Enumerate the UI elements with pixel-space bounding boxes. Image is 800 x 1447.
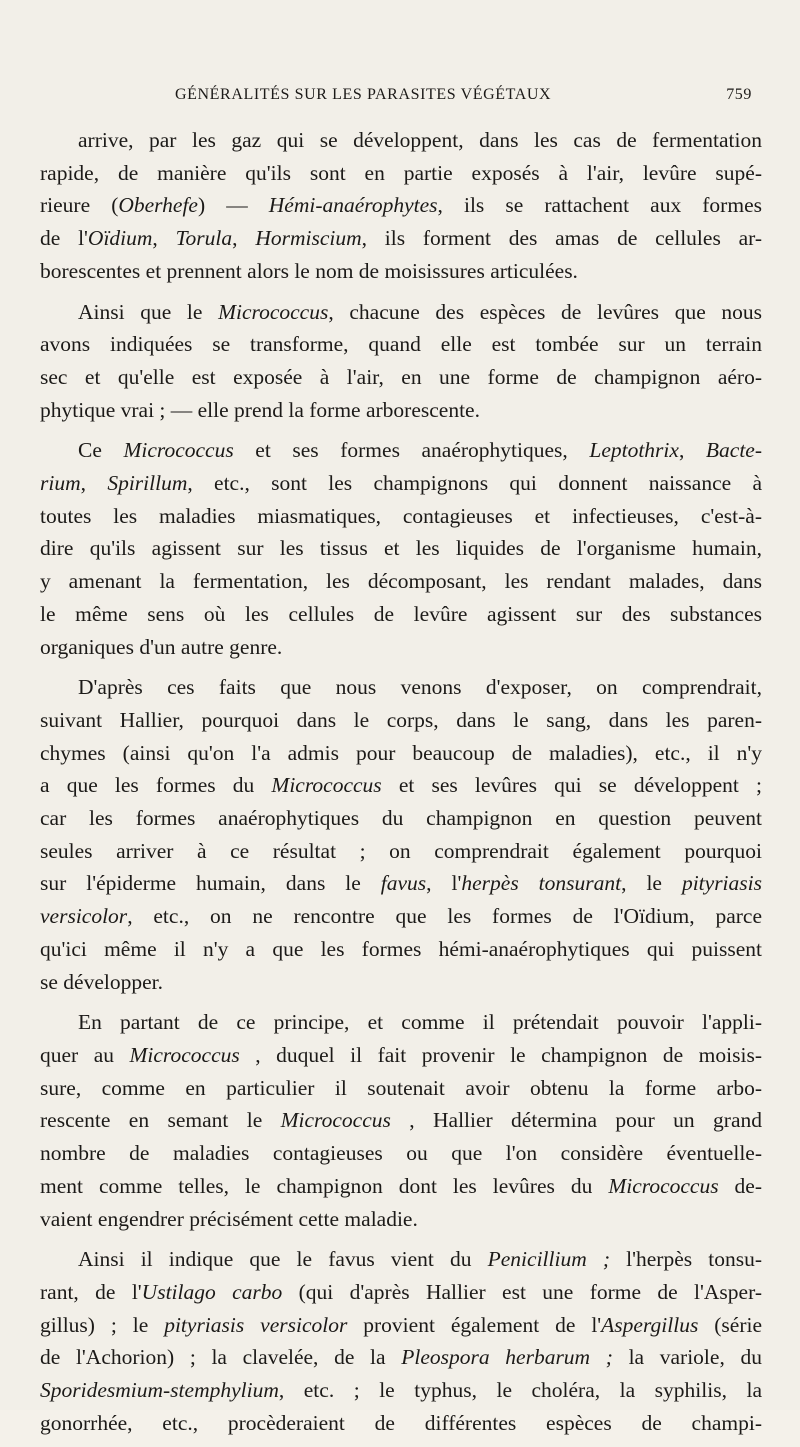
text-run: arrive, par les gaz qui se développent, dans les cas de fermentation <box>78 128 762 152</box>
text-run: toutes les maladies miasmatiques, contagieuses et infectieuses, c'est-à- <box>40 503 762 528</box>
text-run: avons indiquées se transforme, quand elle est tombée sur un terrain <box>40 332 762 357</box>
italic-term: Micrococcus <box>218 299 329 324</box>
text-line <box>40 631 762 664</box>
page-number: 759 <box>726 86 752 103</box>
italic-term: Micrococcus <box>280 1108 391 1133</box>
text-run: , chacune des espèces de levûres que nous <box>328 299 762 324</box>
italic-term: Hormiscium <box>255 226 362 251</box>
text-run: Ainsi il indique que le favus vient du <box>78 1247 488 1272</box>
text-run: seules arriver à ce résultat ; on comprendrait également pourquoi <box>40 838 762 863</box>
text-line <box>40 467 762 500</box>
text-line <box>40 867 762 900</box>
text-run: , etc., on ne rencontre que les formes de l'Oïdium, parce <box>127 904 762 929</box>
italic-term: Bacte- <box>705 438 763 463</box>
running-title: GÉNÉRALITÉS SUR LES PARASITES VÉGÉTAUX <box>175 86 552 103</box>
italic-term: Hémi-anaérophytes <box>268 193 438 218</box>
text-run: , l' <box>426 871 462 896</box>
text-line <box>40 598 762 631</box>
italic-term: pityriasis <box>681 871 762 896</box>
text-line <box>40 671 762 704</box>
italic-term: Micrococcus <box>123 438 234 463</box>
text-run: gillus) ; le <box>40 1312 165 1337</box>
text-line <box>40 1137 762 1170</box>
text-run: ) — <box>197 193 269 218</box>
italic-term: Pleospora herbarum ; <box>401 1345 613 1370</box>
text-line <box>40 500 762 533</box>
text-line <box>40 434 762 467</box>
italic-term: Oberhefe <box>118 193 198 218</box>
italic-term: versicolor <box>40 904 128 929</box>
text-run: Ce <box>78 438 124 463</box>
text-run: et ses formes anaérophytiques, <box>233 438 590 463</box>
text-line <box>40 565 762 598</box>
text-run: , duquel il fait provenir le champignon de moisis- <box>239 1042 762 1067</box>
text-line <box>40 328 762 361</box>
text-run: de l' <box>40 226 88 251</box>
text-line <box>40 802 762 835</box>
text-run: ment comme telles, le champignon dont les levûres du <box>40 1173 609 1198</box>
italic-term: Leptothrix <box>589 438 679 463</box>
text-run: sure, comme en particulier il soutenait avoir obtenu la forme arbo- <box>40 1075 762 1100</box>
text-line <box>40 361 762 394</box>
text-run: D'après ces faits que nous venons d'exposer, on comprendrait, <box>78 675 762 700</box>
text-run: rant, de l' <box>40 1279 142 1304</box>
text-line <box>40 1072 762 1105</box>
text-run: , Hallier détermina pour un grand <box>390 1108 762 1133</box>
text-run: suivant Hallier, pourquoi dans le corps, dans le sang, dans les paren- <box>40 707 762 732</box>
text-run: rescente en semant le <box>40 1108 281 1133</box>
text-run: Ainsi que le <box>78 299 219 324</box>
text-run: , le <box>621 871 682 896</box>
text-run: (qui d'après Hallier est une forme de l'Asper- <box>282 1279 762 1304</box>
italic-term: Oïdium <box>87 226 153 251</box>
text-line <box>40 296 762 329</box>
italic-term: Aspergillus <box>601 1312 699 1337</box>
text-line <box>40 704 762 737</box>
text-line <box>40 157 762 190</box>
text-run: , ils se rattachent aux formes <box>437 193 762 218</box>
text-run: se développer. <box>40 969 163 994</box>
text-line <box>40 1203 762 1236</box>
text-run: qu'ici même il n'y a que les formes hémi-anaérophytiques qui puissent <box>40 936 762 961</box>
italic-term: Penicillium ; <box>487 1247 611 1272</box>
italic-term: favus <box>380 871 427 896</box>
text-run: a que les formes du <box>40 773 272 798</box>
text-run: nombre de maladies contagieuses ou que l'on considère éventuelle- <box>40 1141 762 1166</box>
text-run: En partant de ce principe, et comme il prétendait pouvoir l'appli- <box>78 1010 762 1035</box>
paragraph <box>40 1006 762 1235</box>
text-line <box>40 1407 762 1440</box>
text-line <box>40 900 762 933</box>
text-line <box>40 1006 762 1039</box>
text-run: , <box>232 226 256 251</box>
italic-term: Micrococcus <box>608 1173 719 1198</box>
text-run: de- <box>718 1173 763 1198</box>
text-line <box>40 835 762 868</box>
text-line <box>40 1341 762 1374</box>
italic-term: rium <box>40 471 81 496</box>
text-run: borescentes et prennent alors le nom de moisissures articulées. <box>40 258 578 283</box>
text-line <box>40 1039 762 1072</box>
italic-term: Torula <box>175 226 233 251</box>
italic-term: pityriasis versicolor <box>164 1312 348 1337</box>
text-run: sur l'épiderme humain, dans le <box>40 871 381 896</box>
text-run: , <box>152 226 176 251</box>
text-line <box>40 1309 762 1342</box>
paragraph <box>40 434 762 663</box>
text-run: , <box>80 471 108 496</box>
text-run: la variole, du <box>612 1345 762 1370</box>
text-run: (série <box>698 1312 762 1337</box>
text-run: y amenant la fermentation, les décomposant, les rendant malades, dans <box>40 569 762 594</box>
text-line <box>40 1170 762 1203</box>
italic-term: Spirillum <box>107 471 188 496</box>
text-run: dire qu'ils agissent sur les tissus et les liquides de l'organisme humain, <box>40 536 762 561</box>
text-run: organiques d'un autre genre. <box>40 634 283 659</box>
text-run: chymes (ainsi qu'on l'a admis pour beaucoup de maladies), etc., il n'y <box>40 740 762 765</box>
text-line <box>40 737 762 770</box>
text-run: , ils forment des amas de cellules ar- <box>361 226 763 251</box>
text-run: vaient engendrer précisément cette maladie. <box>40 1206 418 1231</box>
text-run: provient également de l' <box>347 1312 602 1337</box>
text-run: , <box>678 438 706 463</box>
text-run: quer au <box>40 1042 130 1067</box>
text-run: de l'Achorion) ; la clavelée, de la <box>40 1345 402 1370</box>
text-line <box>40 1104 762 1137</box>
text-line <box>40 255 762 288</box>
text-line <box>40 222 762 255</box>
italic-term: Ustilago carbo <box>141 1279 283 1304</box>
text-line <box>40 394 762 427</box>
text-run: phytique vrai ; — elle prend la forme arborescente. <box>40 397 480 422</box>
paragraph <box>40 124 762 288</box>
italic-term: Sporidesmium-stemphylium <box>40 1378 279 1403</box>
paragraph <box>40 671 762 998</box>
text-run: car les formes anaérophytiques du champignon en question peuvent <box>40 806 762 831</box>
italic-term: Micrococcus <box>129 1042 240 1067</box>
text-line <box>40 532 762 565</box>
text-run: rieure ( <box>40 193 119 218</box>
text-run: et ses levûres qui se développent ; <box>381 773 763 798</box>
paragraph <box>40 296 762 427</box>
text-line <box>40 189 762 222</box>
text-run: l'herpès tonsu- <box>610 1247 762 1272</box>
text-line <box>40 933 762 966</box>
text-run: rapide, de manière qu'ils sont en partie exposés à l'air, levûre supé- <box>40 160 762 185</box>
text-run: , etc., sont les champignons qui donnent naissance à <box>187 471 763 496</box>
text-line <box>40 124 762 157</box>
text-run: gonorrhée, etc., procèderaient de différentes espèces de champi- <box>40 1410 762 1435</box>
text-line <box>40 769 762 802</box>
text-line <box>40 1374 762 1407</box>
text-line <box>40 1243 762 1276</box>
text-run: , etc. ; le typhus, le choléra, la syphilis, la <box>278 1378 762 1403</box>
body-text <box>40 124 762 1447</box>
italic-term: herpès tonsurant <box>461 871 622 896</box>
italic-term: Micrococcus <box>271 773 382 798</box>
text-run: sec et qu'elle est exposée à l'air, en une forme de champignon aéro- <box>40 364 762 389</box>
text-line <box>40 1276 762 1309</box>
text-run: le même sens où les cellules de levûre agissent sur des substances <box>40 601 762 626</box>
text-line <box>40 966 762 999</box>
running-head <box>40 86 762 110</box>
